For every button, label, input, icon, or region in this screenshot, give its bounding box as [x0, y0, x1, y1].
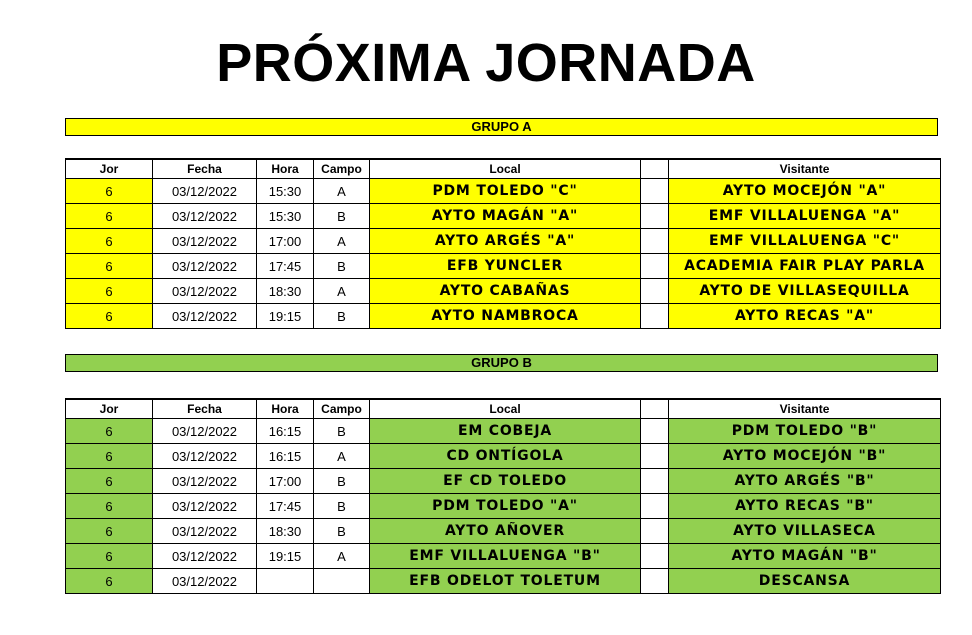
table-row	[66, 519, 941, 544]
cell-local: AYTO AÑOVER	[370, 519, 641, 544]
cell-hora: 19:15	[257, 304, 314, 329]
cell-gap	[641, 279, 669, 304]
cell-fecha: 03/12/2022	[153, 444, 257, 469]
cell-jor: 6	[66, 494, 153, 519]
cell-fecha: 03/12/2022	[153, 544, 257, 569]
cell-campo: B	[314, 494, 370, 519]
cell-hora: 16:15	[257, 444, 314, 469]
cell-fecha: 03/12/2022	[153, 229, 257, 254]
group-a-table	[65, 158, 941, 329]
cell-campo	[314, 569, 370, 594]
header-fecha: Fecha	[153, 159, 257, 179]
cell-gap	[641, 519, 669, 544]
table-row	[66, 444, 941, 469]
header-jor: Jor	[66, 399, 153, 419]
cell-visitante: ACADEMIA FAIR PLAY PARLA	[669, 254, 941, 279]
cell-fecha: 03/12/2022	[153, 179, 257, 204]
cell-hora: 19:15	[257, 544, 314, 569]
table-row	[66, 204, 941, 229]
cell-gap	[641, 419, 669, 444]
cell-visitante: AYTO ARGÉS "B"	[669, 469, 941, 494]
cell-jor: 6	[66, 279, 153, 304]
header-visitante: Visitante	[669, 159, 941, 179]
header-visitante: Visitante	[669, 399, 941, 419]
group-b-header: GRUPO B	[65, 354, 938, 372]
cell-visitante: PDM TOLEDO "B"	[669, 419, 941, 444]
cell-campo: B	[314, 304, 370, 329]
cell-jor: 6	[66, 569, 153, 594]
cell-campo: A	[314, 444, 370, 469]
cell-campo: B	[314, 419, 370, 444]
header-gap	[641, 399, 669, 419]
cell-visitante: DESCANSA	[669, 569, 941, 594]
cell-campo: A	[314, 544, 370, 569]
cell-visitante: EMF VILLALUENGA "A"	[669, 204, 941, 229]
cell-campo: B	[314, 469, 370, 494]
cell-local: EFB YUNCLER	[370, 254, 641, 279]
header-hora: Hora	[257, 159, 314, 179]
cell-local: AYTO NAMBROCA	[370, 304, 641, 329]
cell-gap	[641, 494, 669, 519]
cell-visitante: AYTO RECAS "B"	[669, 494, 941, 519]
cell-local: AYTO CABAÑAS	[370, 279, 641, 304]
cell-hora: 17:45	[257, 494, 314, 519]
header-campo: Campo	[314, 159, 370, 179]
cell-campo: A	[314, 179, 370, 204]
page-title: PRÓXIMA JORNADA	[216, 33, 756, 93]
cell-gap	[641, 254, 669, 279]
header-fecha: Fecha	[153, 399, 257, 419]
table-row	[66, 279, 941, 304]
table-row	[66, 569, 941, 594]
cell-jor: 6	[66, 519, 153, 544]
cell-gap	[641, 229, 669, 254]
cell-local: PDM TOLEDO "C"	[370, 179, 641, 204]
cell-gap	[641, 444, 669, 469]
group-b-table	[65, 398, 941, 594]
cell-gap	[641, 544, 669, 569]
cell-visitante: AYTO RECAS "A"	[669, 304, 941, 329]
cell-campo: A	[314, 279, 370, 304]
cell-jor: 6	[66, 444, 153, 469]
cell-fecha: 03/12/2022	[153, 494, 257, 519]
group-a-header: GRUPO A	[65, 118, 938, 136]
cell-campo: B	[314, 204, 370, 229]
table-row	[66, 544, 941, 569]
cell-jor: 6	[66, 204, 153, 229]
cell-local: PDM TOLEDO "A"	[370, 494, 641, 519]
table-row	[66, 254, 941, 279]
cell-fecha: 03/12/2022	[153, 304, 257, 329]
cell-jor: 6	[66, 544, 153, 569]
cell-hora: 15:30	[257, 179, 314, 204]
cell-gap	[641, 204, 669, 229]
table-row	[66, 179, 941, 204]
cell-fecha: 03/12/2022	[153, 469, 257, 494]
header-hora: Hora	[257, 399, 314, 419]
cell-local: EM COBEJA	[370, 419, 641, 444]
cell-fecha: 03/12/2022	[153, 254, 257, 279]
header-campo: Campo	[314, 399, 370, 419]
cell-hora: 18:30	[257, 279, 314, 304]
cell-visitante: AYTO MAGÁN "B"	[669, 544, 941, 569]
header-local: Local	[370, 159, 641, 179]
table-row	[66, 229, 941, 254]
cell-visitante: EMF VILLALUENGA "C"	[669, 229, 941, 254]
cell-campo: A	[314, 229, 370, 254]
cell-fecha: 03/12/2022	[153, 204, 257, 229]
cell-jor: 6	[66, 179, 153, 204]
table-row	[66, 494, 941, 519]
header-jor: Jor	[66, 159, 153, 179]
cell-jor: 6	[66, 304, 153, 329]
cell-visitante: AYTO DE VILLASEQUILLA	[669, 279, 941, 304]
cell-local: CD ONTÍGOLA	[370, 444, 641, 469]
header-gap	[641, 159, 669, 179]
table-row	[66, 419, 941, 444]
table-header-row	[66, 399, 941, 419]
cell-campo: B	[314, 519, 370, 544]
cell-fecha: 03/12/2022	[153, 279, 257, 304]
cell-jor: 6	[66, 229, 153, 254]
cell-local: EFB ODELOT TOLETUM	[370, 569, 641, 594]
table-header-row	[66, 159, 941, 179]
table-row	[66, 469, 941, 494]
cell-hora	[257, 569, 314, 594]
cell-hora: 18:30	[257, 519, 314, 544]
cell-hora: 17:45	[257, 254, 314, 279]
cell-campo: B	[314, 254, 370, 279]
cell-fecha: 03/12/2022	[153, 519, 257, 544]
header-local: Local	[370, 399, 641, 419]
cell-local: AYTO MAGÁN "A"	[370, 204, 641, 229]
cell-fecha: 03/12/2022	[153, 419, 257, 444]
cell-visitante: AYTO VILLASECA	[669, 519, 941, 544]
cell-visitante: AYTO MOCEJÓN "A"	[669, 179, 941, 204]
table-row	[66, 304, 941, 329]
cell-gap	[641, 569, 669, 594]
cell-hora: 16:15	[257, 419, 314, 444]
cell-gap	[641, 469, 669, 494]
cell-visitante: AYTO MOCEJÓN "B"	[669, 444, 941, 469]
cell-local: AYTO ARGÉS "A"	[370, 229, 641, 254]
cell-local: EMF VILLALUENGA "B"	[370, 544, 641, 569]
cell-gap	[641, 304, 669, 329]
cell-jor: 6	[66, 419, 153, 444]
cell-gap	[641, 179, 669, 204]
cell-hora: 17:00	[257, 229, 314, 254]
cell-jor: 6	[66, 469, 153, 494]
cell-local: EF CD TOLEDO	[370, 469, 641, 494]
cell-jor: 6	[66, 254, 153, 279]
cell-fecha: 03/12/2022	[153, 569, 257, 594]
cell-hora: 17:00	[257, 469, 314, 494]
cell-hora: 15:30	[257, 204, 314, 229]
